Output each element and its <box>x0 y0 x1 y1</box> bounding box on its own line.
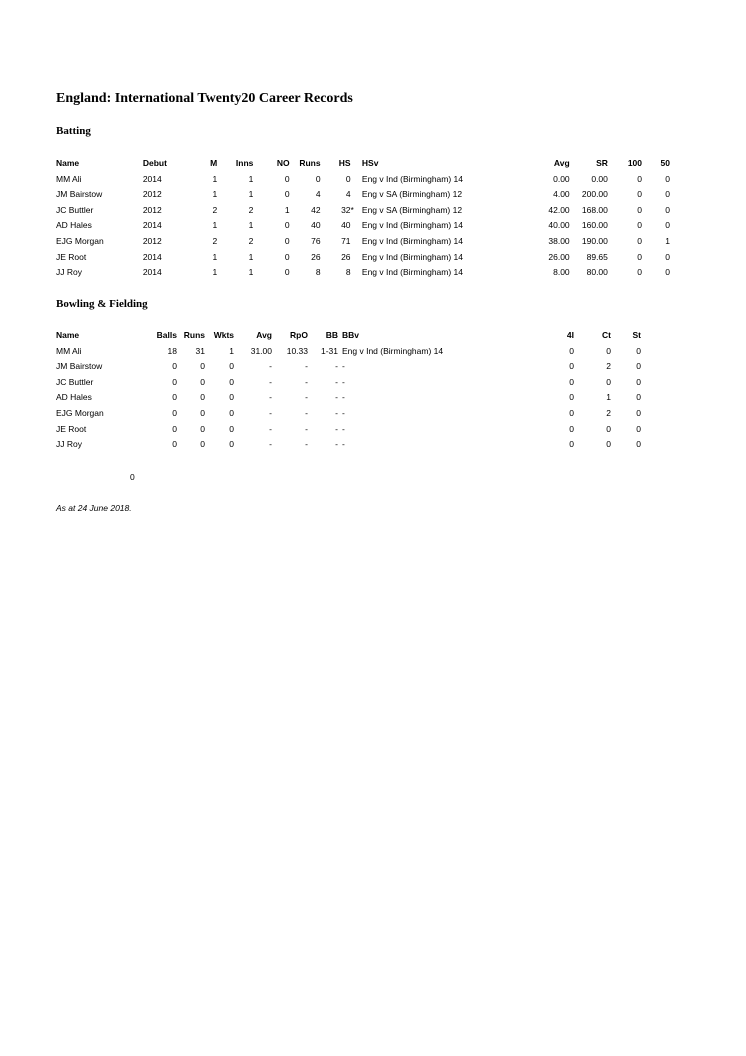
col-header-bb-venue: BBv <box>342 330 360 340</box>
runs: 76 <box>311 235 321 246</box>
matches: 1 <box>212 173 218 184</box>
debut-year: 2012 <box>142 189 162 200</box>
runs-conceded: 0 <box>200 423 205 434</box>
table-row <box>56 422 641 438</box>
batting-average: 8.00 <box>553 267 570 278</box>
col-header-runs: Runs <box>299 158 321 168</box>
col-header-name: Name <box>56 158 80 168</box>
runs-per-over: - <box>305 407 308 418</box>
col-header-catches: Ct <box>602 330 611 340</box>
innings: 1 <box>248 251 254 262</box>
high-score: 4 <box>345 189 351 200</box>
hundreds: 0 <box>637 251 642 262</box>
col-header-average: Avg <box>553 158 570 168</box>
batting-header-row <box>56 156 670 172</box>
col-header-hs-venue: HSv <box>361 158 379 168</box>
not-out-marker <box>351 265 362 281</box>
batting-heading: Batting <box>56 125 91 137</box>
high-score-venue: Eng v Ind (Birmingham) 14 <box>361 267 464 278</box>
wickets: 0 <box>229 423 234 434</box>
not-outs: 0 <box>284 235 290 246</box>
catches: 1 <box>606 392 611 403</box>
not-out-marker: * <box>350 204 354 215</box>
high-score: 0 <box>345 173 351 184</box>
best-bowling: - <box>335 376 338 387</box>
col-header-runs-per-over: RpO <box>290 330 308 340</box>
four-wicket-innings: 0 <box>569 439 574 450</box>
high-score-venue: Eng v SA (Birmingham) 12 <box>361 189 463 200</box>
balls: 0 <box>172 392 177 403</box>
balls: 0 <box>172 376 177 387</box>
wickets: 0 <box>229 407 234 418</box>
batting-average: 42.00 <box>548 204 570 215</box>
high-score: 40 <box>341 220 351 231</box>
four-wicket-innings: 0 <box>569 392 574 403</box>
hundreds: 0 <box>637 189 642 200</box>
four-wicket-innings: 0 <box>569 376 574 387</box>
best-bowling: - <box>335 423 338 434</box>
runs: 26 <box>311 251 321 262</box>
innings: 1 <box>248 220 254 231</box>
bowling-average: - <box>269 439 272 450</box>
runs-per-over: - <box>305 361 308 372</box>
innings: 2 <box>248 204 254 215</box>
best-bowling-venue: - <box>342 392 345 403</box>
col-header-high-score: HS <box>338 158 351 168</box>
not-outs: 0 <box>284 220 290 231</box>
fifties: 0 <box>665 267 670 278</box>
four-wicket-innings: 0 <box>569 423 574 434</box>
bowling-average: - <box>269 423 272 434</box>
debut-year: 2014 <box>142 173 162 184</box>
batting-average: 0.00 <box>553 173 570 184</box>
bowling-average: - <box>269 407 272 418</box>
player-name: EJG Morgan <box>56 235 104 246</box>
player-name: AD Hales <box>56 392 92 403</box>
not-out-marker <box>351 218 362 234</box>
col-header-four-wickets: 4I <box>566 330 574 340</box>
runs-conceded: 0 <box>200 361 205 372</box>
wickets: 0 <box>229 439 234 450</box>
debut-year: 2012 <box>142 235 162 246</box>
balls: 0 <box>172 423 177 434</box>
matches: 1 <box>212 267 218 278</box>
strike-rate: 190.00 <box>581 235 608 246</box>
fifties: 1 <box>665 235 670 246</box>
high-score: 26 <box>341 251 351 262</box>
innings: 1 <box>248 173 254 184</box>
player-name: JM Bairstow <box>56 189 103 200</box>
col-header-not-outs: NO <box>276 158 290 168</box>
batting-average: 4.00 <box>553 189 570 200</box>
best-bowling-venue: - <box>342 439 345 450</box>
four-wicket-innings: 0 <box>569 407 574 418</box>
stumpings: 0 <box>636 439 641 450</box>
strike-rate: 0.00 <box>591 173 608 184</box>
matches: 1 <box>212 220 218 231</box>
best-bowling-venue: Eng v Ind (Birmingham) 14 <box>342 345 444 356</box>
player-name: JE Root <box>56 423 87 434</box>
matches: 1 <box>212 189 218 200</box>
runs-per-over: - <box>305 439 308 450</box>
not-outs: 1 <box>284 204 290 215</box>
runs-conceded: 0 <box>200 407 205 418</box>
col-header-debut: Debut <box>142 158 167 168</box>
bowling-average: - <box>269 392 272 403</box>
fifties: 0 <box>665 220 670 231</box>
table-row <box>56 234 670 250</box>
runs-conceded: 31 <box>195 345 205 356</box>
best-bowling: - <box>335 407 338 418</box>
innings: 1 <box>248 189 254 200</box>
table-row <box>56 265 670 281</box>
runs: 0 <box>315 173 321 184</box>
table-row <box>56 218 670 234</box>
runs-per-over: - <box>305 423 308 434</box>
high-score-venue: Eng v Ind (Birmingham) 14 <box>361 251 464 262</box>
batting-rows <box>56 172 670 281</box>
wickets: 0 <box>229 361 234 372</box>
fifties: 0 <box>665 189 670 200</box>
col-header-best-bowling: BB <box>325 330 338 340</box>
col-header-wickets: Wkts <box>213 330 234 340</box>
strike-rate: 160.00 <box>581 220 608 231</box>
bowling-table <box>56 328 641 453</box>
balls: 0 <box>172 407 177 418</box>
table-row <box>56 172 670 188</box>
high-score-venue: Eng v Ind (Birmingham) 14 <box>361 173 464 184</box>
table-row <box>56 375 641 391</box>
col-header-matches: M <box>210 158 218 168</box>
four-wicket-innings: 0 <box>569 345 574 356</box>
best-bowling-venue: - <box>342 361 345 372</box>
runs-conceded: 0 <box>200 376 205 387</box>
runs-conceded: 0 <box>200 392 205 403</box>
debut-year: 2012 <box>142 204 162 215</box>
stumpings: 0 <box>636 345 641 356</box>
high-score-venue: Eng v SA (Birmingham) 12 <box>361 204 463 215</box>
footnote: As at 24 June 2018. <box>56 503 132 513</box>
table-row <box>56 250 670 266</box>
player-name: EJG Morgan <box>56 407 104 418</box>
best-bowling-venue: - <box>342 407 345 418</box>
not-out-marker <box>351 234 362 250</box>
balls: 0 <box>172 439 177 450</box>
page-title: England: International Twenty20 Career Records <box>56 91 353 106</box>
runs-per-over: - <box>305 392 308 403</box>
batting-average: 38.00 <box>548 235 570 246</box>
bowling-rows <box>56 344 641 453</box>
debut-year: 2014 <box>142 251 162 262</box>
player-name: MM Ali <box>56 173 82 184</box>
batting-table <box>56 156 670 281</box>
bowling-average: - <box>269 361 272 372</box>
debut-year: 2014 <box>142 220 162 231</box>
catches: 0 <box>606 345 611 356</box>
stumpings: 0 <box>636 361 641 372</box>
bowling-average: - <box>269 376 272 387</box>
fifties: 0 <box>665 204 670 215</box>
col-header-hs-mark <box>351 156 362 172</box>
player-name: AD Hales <box>56 220 92 231</box>
four-wicket-innings: 0 <box>569 361 574 372</box>
best-bowling-venue: - <box>342 423 345 434</box>
table-row <box>56 344 641 360</box>
not-outs: 0 <box>284 267 290 278</box>
wickets: 0 <box>229 376 234 387</box>
stumpings: 0 <box>636 407 641 418</box>
catches: 0 <box>606 439 611 450</box>
debut-year: 2014 <box>142 267 162 278</box>
hundreds: 0 <box>637 173 642 184</box>
high-score: 8 <box>345 267 351 278</box>
high-score: 32 <box>341 204 351 215</box>
col-header-hundreds: 100 <box>627 158 642 168</box>
player-name: JC Buttler <box>56 204 94 215</box>
runs: 8 <box>315 267 321 278</box>
player-name: JC Buttler <box>56 376 94 387</box>
player-name: JE Root <box>56 251 87 262</box>
runs: 40 <box>311 220 321 231</box>
batting-average: 26.00 <box>548 251 570 262</box>
hundreds: 0 <box>637 220 642 231</box>
strike-rate: 168.00 <box>581 204 608 215</box>
not-out-marker <box>351 187 362 203</box>
stumpings: 0 <box>636 392 641 403</box>
best-bowling-venue: - <box>342 376 345 387</box>
batting-average: 40.00 <box>548 220 570 231</box>
runs: 42 <box>311 204 321 215</box>
fifties: 0 <box>665 173 670 184</box>
runs-conceded: 0 <box>200 439 205 450</box>
bowling-heading: Bowling & Fielding <box>56 298 148 310</box>
wickets: 0 <box>229 392 234 403</box>
high-score-venue: Eng v Ind (Birmingham) 14 <box>361 220 464 231</box>
not-outs: 0 <box>284 189 290 200</box>
table-row <box>56 203 670 219</box>
table-row <box>56 390 641 406</box>
col-header-name: Name <box>56 330 80 340</box>
table-row <box>56 437 641 453</box>
best-bowling: - <box>335 392 338 403</box>
player-name: JJ Roy <box>56 439 82 450</box>
matches: 2 <box>212 235 218 246</box>
not-outs: 0 <box>284 173 290 184</box>
hundreds: 0 <box>637 267 642 278</box>
catches: 2 <box>606 361 611 372</box>
stumpings: 0 <box>636 376 641 387</box>
table-row <box>56 187 670 203</box>
hundreds: 0 <box>637 204 642 215</box>
table-row <box>56 406 641 422</box>
matches: 1 <box>212 251 218 262</box>
fifties: 0 <box>665 251 670 262</box>
matches: 2 <box>212 204 218 215</box>
hundreds: 0 <box>637 235 642 246</box>
best-bowling: - <box>335 439 338 450</box>
col-header-runs: Runs <box>183 330 205 340</box>
best-bowling: 1-31 <box>320 345 338 356</box>
strike-rate: 80.00 <box>586 267 608 278</box>
wickets: 1 <box>229 345 234 356</box>
col-header-fifties: 50 <box>660 158 670 168</box>
catches: 2 <box>606 407 611 418</box>
stray-value: 0 <box>130 472 135 482</box>
bowling-average: 31.00 <box>250 345 272 356</box>
player-name: JJ Roy <box>56 267 82 278</box>
runs: 4 <box>315 189 321 200</box>
balls: 18 <box>167 345 177 356</box>
strike-rate: 89.65 <box>586 251 608 262</box>
high-score-venue: Eng v Ind (Birmingham) 14 <box>361 235 464 246</box>
not-outs: 0 <box>284 251 290 262</box>
strike-rate: 200.00 <box>581 189 608 200</box>
col-header-average: Avg <box>256 330 272 340</box>
runs-per-over: 10.33 <box>286 345 308 356</box>
table-row <box>56 359 641 375</box>
col-header-stumpings: St <box>632 330 641 340</box>
col-header-innings: Inns <box>235 158 254 168</box>
player-name: JM Bairstow <box>56 361 103 372</box>
best-bowling: - <box>335 361 338 372</box>
not-out-marker <box>351 250 362 266</box>
runs-per-over: - <box>305 376 308 387</box>
col-header-balls: Balls <box>156 330 177 340</box>
catches: 0 <box>606 423 611 434</box>
high-score: 71 <box>341 235 351 246</box>
player-name: MM Ali <box>56 345 82 356</box>
catches: 0 <box>606 376 611 387</box>
bowling-header-row <box>56 328 641 344</box>
not-out-marker <box>351 172 362 188</box>
innings: 2 <box>248 235 254 246</box>
innings: 1 <box>248 267 254 278</box>
stumpings: 0 <box>636 423 641 434</box>
col-header-strike-rate: SR <box>596 158 608 168</box>
balls: 0 <box>172 361 177 372</box>
